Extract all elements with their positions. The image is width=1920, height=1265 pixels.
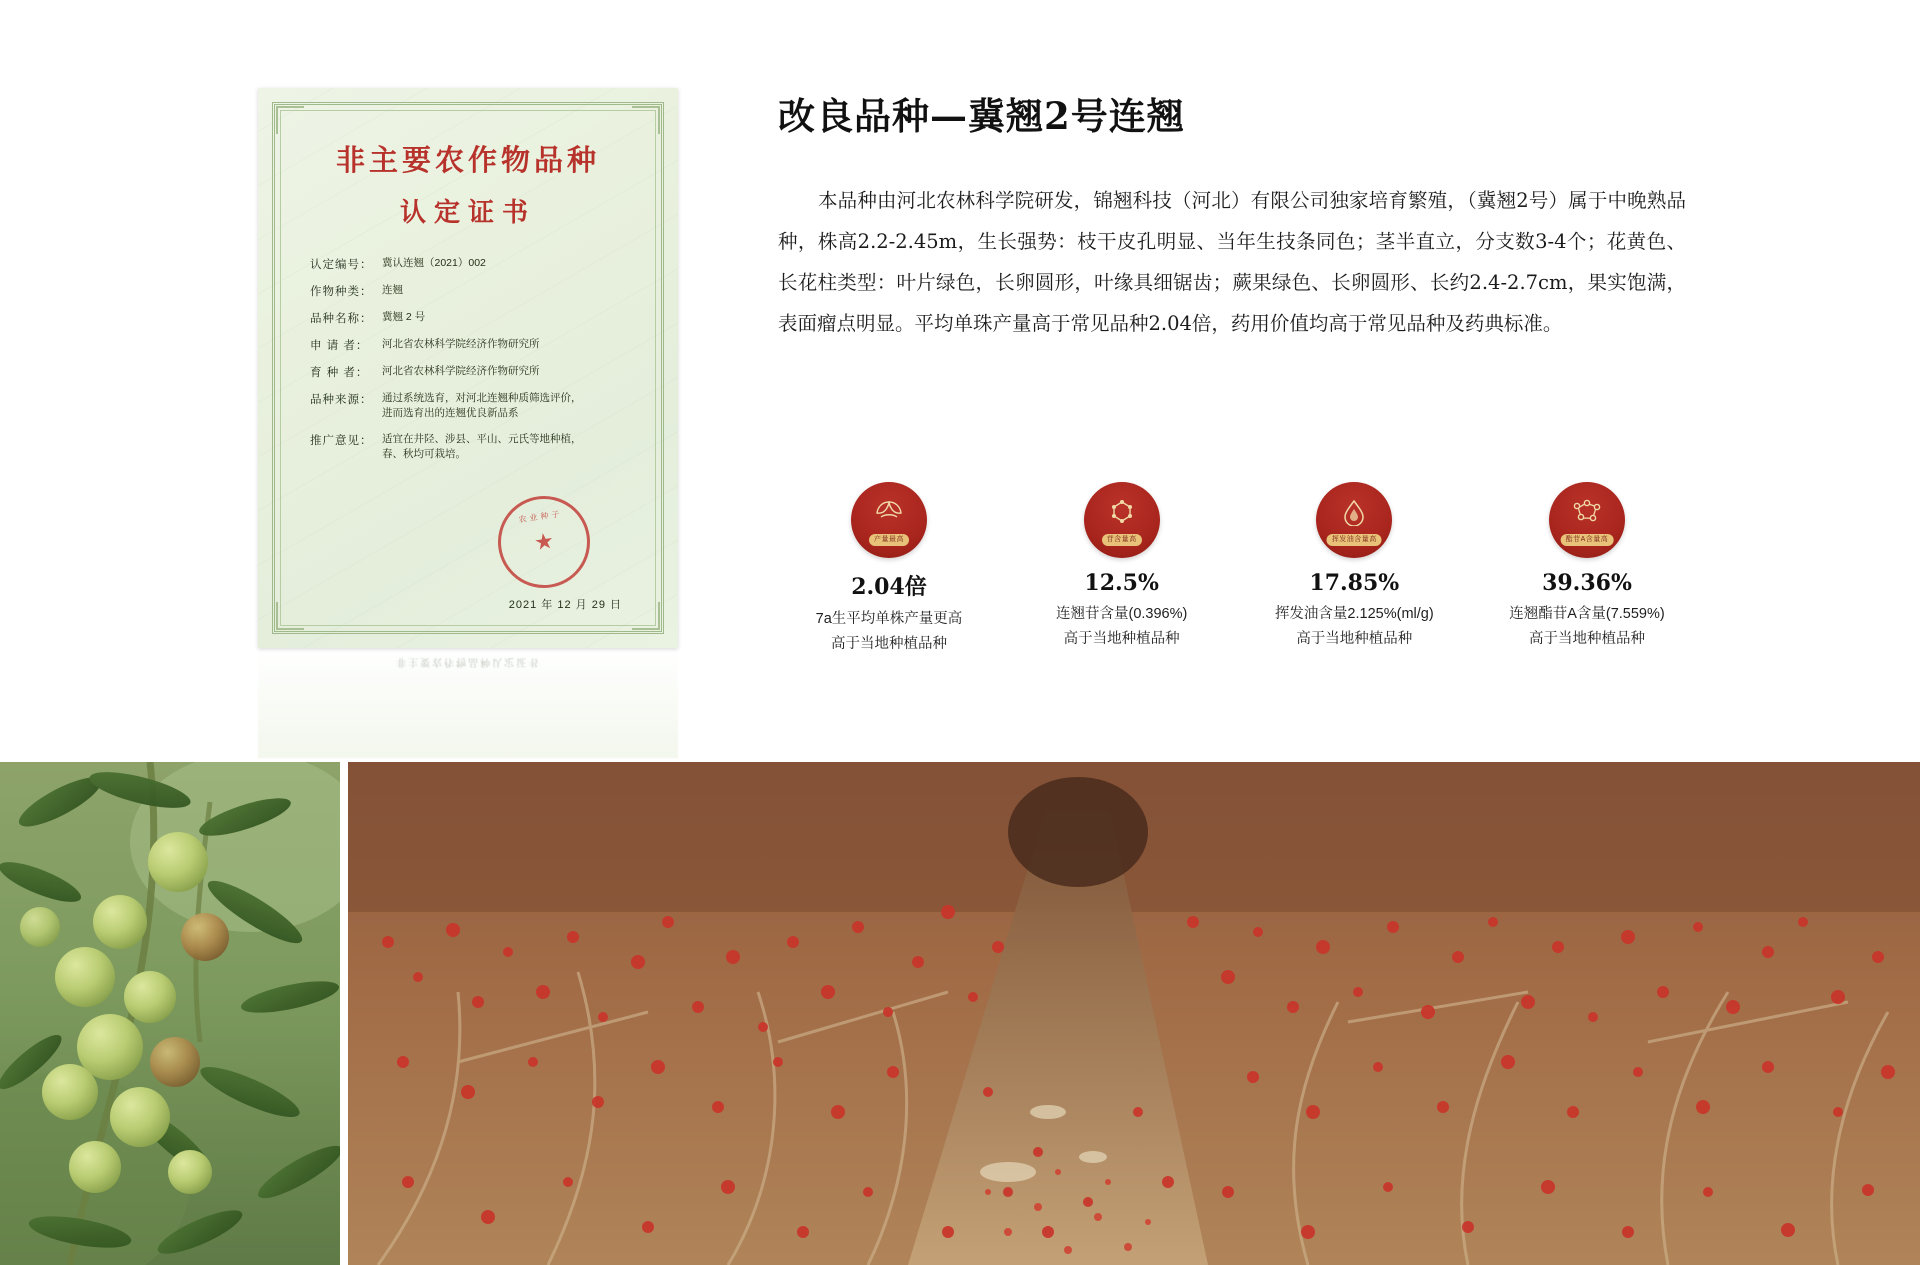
seal-label: 农业种子: [518, 509, 563, 525]
stat-description-line2: 高于当地种植品种: [1063, 631, 1180, 647]
certificate-field-label: 育 种 者：: [310, 367, 369, 379]
certificate-corner-top-left: [276, 106, 304, 134]
certificate-field-row: [310, 310, 638, 326]
certificate-field-value: [382, 432, 638, 462]
certificate-card: [258, 88, 678, 648]
certificate-date: 2021 年 12 月 29 日: [508, 599, 622, 611]
certificate-field-row: [310, 283, 638, 299]
stat-description-line2: 高于当地种植品种: [1296, 631, 1413, 647]
stat-value: 39.36%: [1542, 570, 1632, 596]
certificate-title-line1: 非主要农作物品种: [335, 143, 600, 177]
certificate-field-label: 认定编号：: [310, 259, 373, 271]
certificate-field-row: [310, 391, 638, 421]
certificate-field-value-line2: 进而选育出的连翘优良新品系: [382, 407, 519, 419]
certificate-field-list: [310, 256, 638, 473]
page-title: 改良品种—冀翘2号连翘: [778, 94, 1185, 138]
certificate-field-label: 品种名称：: [310, 313, 373, 325]
certificate-field-value-line1: 通过系统选育，对河北连翘种质筛选评价，: [382, 392, 582, 404]
star-icon: ★: [532, 527, 556, 556]
stat-item-forsythoside: [1476, 482, 1698, 657]
certificate-field-value-line1: 适宜在井陉、涉县、平山、元氏等地种植，: [382, 433, 582, 445]
certificate-field-value: 冀认连翘（2021）002: [382, 257, 486, 269]
stat-item-volatile-oil: [1243, 482, 1465, 657]
stat-description-line2: 高于当地种植品种: [831, 636, 947, 652]
certificate-field-row: [310, 256, 638, 272]
leaf-yield-icon: [851, 482, 927, 558]
stat-description-line1: 挥发油含量2.125%(ml/g): [1274, 606, 1434, 622]
stat-value: 2.04倍: [851, 574, 927, 600]
stat-value: 17.85%: [1309, 570, 1400, 596]
molecule-icon: [1084, 482, 1160, 558]
stat-item-yield: [778, 482, 1000, 657]
certificate-field-value-line2: 春、秋均可栽培。: [382, 448, 466, 460]
certificate-field-value: [382, 391, 638, 421]
stat-description-line1: 连翘酯苷A含量(7.559%): [1509, 606, 1665, 622]
certificate-field-value: 冀翘 2 号: [382, 311, 426, 323]
stat-item-glycoside: [1011, 482, 1233, 657]
certificate-title-line2: 认定证书: [399, 198, 536, 228]
certificate-field-label: 推广意见：: [310, 435, 373, 447]
stat-value: 12.5%: [1084, 570, 1159, 596]
certificate-corner-bottom-right: [632, 602, 660, 630]
compound-chain-icon: [1549, 482, 1625, 558]
photo-orchard-panorama: [348, 762, 1920, 1265]
stat-badge-tag: 酯苷A含量高: [1561, 534, 1614, 546]
stat-badge-tag: 挥发油含量高: [1327, 534, 1382, 546]
certificate-field-value: 连翘: [382, 284, 403, 296]
stat-description-line1: 7a生平均单株产量更高: [815, 611, 963, 627]
certificate-field-value: 河北省农林科学院经济作物研究所: [382, 338, 540, 350]
certificate-corner-top-right: [632, 106, 660, 134]
certificate-field-label: 作物种类：: [310, 286, 373, 298]
stat-highlights: [778, 482, 1698, 657]
certificate-field-row: [310, 432, 638, 462]
stat-badge-tag: 苷含量高: [1102, 534, 1142, 546]
stat-description-line1: 连翘苷含量(0.396%): [1055, 606, 1188, 622]
certificate-reflection: [258, 648, 678, 758]
oil-drop-icon: [1316, 482, 1392, 558]
body-paragraph: 本品种由河北农林科学院研发，锦翘科技（河北）有限公司独家培育繁殖，（冀翘2号）属于中晚熟品种，株高2.2-2.45m，生长强势：枝干皮孔明显、当年生技条同色；茎半直立，分支数3-4个；花黄色、长花柱类型：叶片绿色，长卵圆形，叶缘具细锯齿；蕨果绿色、长卵圆形、长约2.4-2.7cm，果实饱满，表面瘤点明显。平均单珠产量高于常见品种2.04倍，药用价值均高于常见品种及药典标准。: [778, 189, 1686, 335]
certificate-field-row: [310, 364, 638, 380]
certificate-field-row: [310, 337, 638, 353]
photo-green-fruit-closeup: [0, 762, 340, 1265]
stat-description-line2: 高于当地种植品种: [1528, 631, 1645, 647]
certificate-field-value: 河北省农林科学院经济作物研究所: [382, 365, 540, 377]
certificate-field-label: 品种来源：: [310, 394, 373, 406]
certificate-image: [258, 88, 678, 648]
certificate-reflection-text: 非主要农作物品种认定证书: [396, 656, 540, 667]
photo-strip: [0, 762, 1920, 1265]
certificate-field-label: 申 请 者：: [310, 340, 369, 352]
stat-badge-tag: 产量最高: [869, 534, 909, 546]
